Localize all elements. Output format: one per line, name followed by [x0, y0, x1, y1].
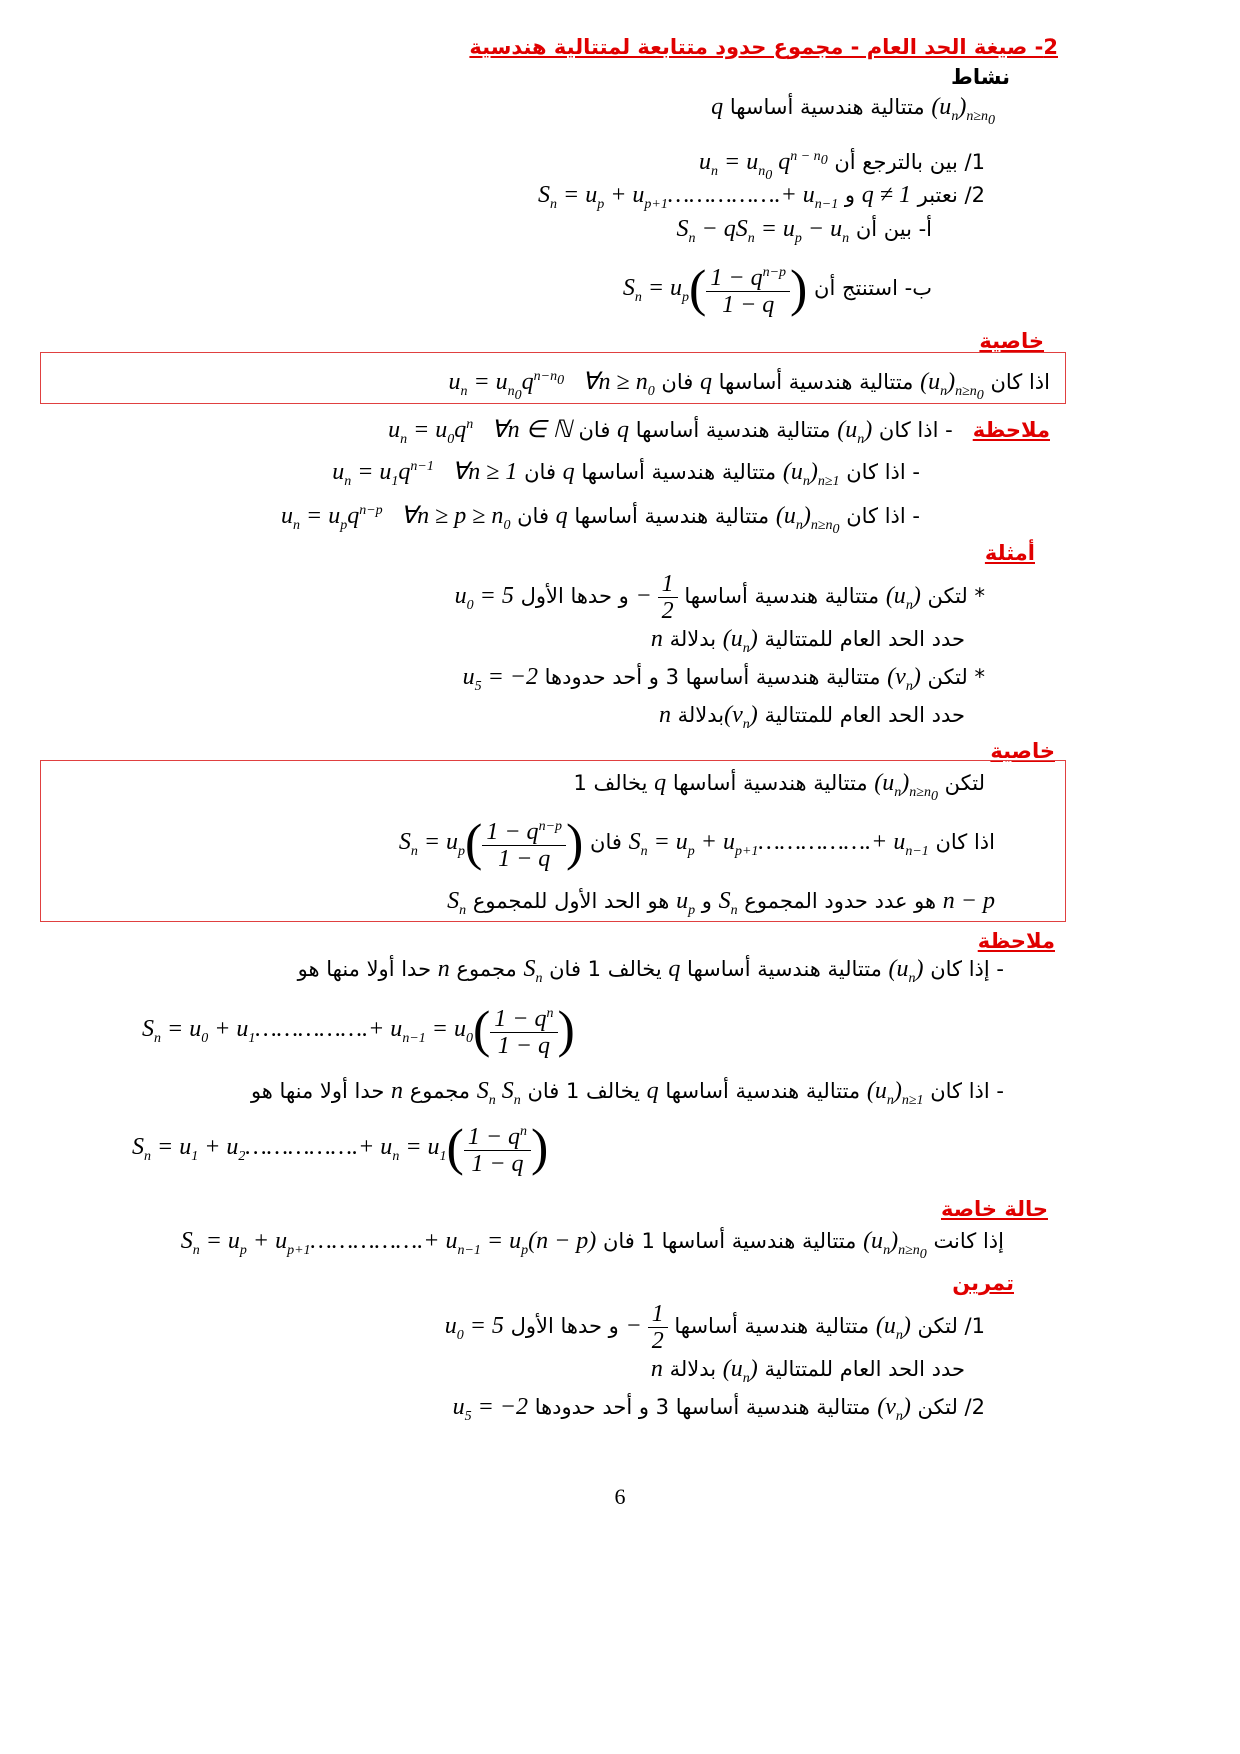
activity-q1: 1/ بين بالترجع أن $u_n = u_{n_0}$ $q^{n - n_0}$	[699, 149, 985, 183]
exercise2: 2/ لتكن $(v_n)$ متتالية هندسية أساسها 3 و أحد حدودها $u_5 = -2$	[452, 1394, 985, 1424]
property2-heading: خاصية	[990, 739, 1055, 763]
activity-heading: نشاط	[951, 65, 1010, 89]
exercise-heading: تمرين	[952, 1271, 1014, 1295]
activity-q2: 2/ نعتبر q ≠ 1 و $S_n = u_p$ + $u_{p+1}\dots\dots\dots\dots\dots.+ u_{n-1}$	[538, 182, 985, 212]
property2-line3: n − p هو عدد حدود المجموع $S_n$ و $u_p$ هو الحد الأول للمجموع $S_n$	[447, 888, 995, 918]
remark2-formula2: $S_n = u_1$ + $u_2\dots\dots\dots\dots\dots.+ u_n = u_1$( $\frac{1 - q^n}{1 - q}$ )	[132, 1119, 549, 1178]
example2-task: حدد الحد العام للمتتالية $(v_n)بدلالة$ n	[658, 702, 965, 732]
special-text: إذا كانت $(u_n)_{n\ge n_0}$ متتالية هندسية أساسها 1 فان $S_n = u_p$ + $u_{p+1}\dots\dots\dots\dots\dots.+ u_{n-1} = u_p(n - p)$	[180, 1228, 1004, 1262]
remark2-formula1: $S_n = u_0$ + $u_1\dots\dots\dots\dots\dots.+ u_{n-1} = u_0$( $\frac{1 - q^n}{1 - q}$ )	[142, 1001, 575, 1060]
remark1-line2: - اذا كان $(u_n)_{n\ge 1}$ متتالية هندسية أساسها q فان $u_n = u_1q^{n-1}$ ∀n ≥ 1	[332, 459, 920, 489]
property2-line1: لتكن $(u_n)_{n\ge n_0}$ متتالية هندسية أساسها q يخالف 1	[573, 770, 985, 804]
example1-task: حدد الحد العام للمتتالية $(u_n)$ بدلالة n	[650, 626, 965, 656]
example1: * لتكن $(u_n)$ متتالية هندسية أساسها − $\frac{1}{2}$ و حدها الأول $u_0 = 5$	[454, 570, 985, 624]
section-title: 2- صيغة الحد العام - مجموع حدود متتابعة لمتتالية هندسية	[469, 35, 1058, 59]
remark1-line3: - اذا كان $(u_n)_{n\ge n_0}$ متتالية هندسية أساسها q فان $u_n = u_pq^{n-p}$ ∀n ≥ $p \ge n_0$	[281, 503, 920, 537]
special-heading: حالة خاصة	[941, 1197, 1048, 1221]
activity-q2a: أ- بين أن $S_n - qS_n = u_p - u_n$	[676, 216, 932, 246]
property1-text: اذا كان $(u_n)_{n\ge n_0}$ متتالية هندسية أساسها q فان $u_n = u_{n_0}q^{n-n_0}$ ∀n ≥ $n_0$	[448, 369, 1050, 403]
property2-line2: اذا كان $S_n = u_p$ + $u_{p+1}\dots\dots\dots\dots\dots.+ u_{n-1}$ فان $S_n = u_p$( $\frac{1 - q^{n-p}}{1 - q}$ )	[398, 814, 995, 873]
remark2-line2: - اذا كان $(u_n)_{n\ge 1}$ متتالية هندسية أساسها q يخالف 1 فان $S_n$ $S_n$ مجموع n حدا أولا منها هو	[250, 1078, 1004, 1108]
remark2-heading: ملاحظة	[977, 929, 1055, 953]
activity-q2b: ب- استنتج أن $S_n = u_p$( $\frac{1 - q^{n-p}}{1 - q}$ )	[622, 260, 932, 319]
remark1-heading: ملاحظة	[972, 418, 1050, 442]
activity-intro: $(u_n)_{n\ge n_0}$ متتالية هندسية أساسها q	[711, 94, 995, 128]
page-number: 6	[614, 1484, 626, 1509]
remark1-line1: ملاحظة - اذا كان $(u_n)$ متتالية هندسية أساسها q فان $u_n = u_0q^n$ ∀n ∈ ℕ	[388, 417, 1050, 447]
exercise1: 1/ لتكن $(u_n)$ متتالية هندسية أساسها − $\frac{1}{2}$ و حدها الأول $u_0 = 5$	[444, 1300, 985, 1354]
examples-heading: أمثلة	[984, 541, 1035, 565]
remark2-line1: - إذا كان $(u_n)$ متتالية هندسية أساسها q يخالف 1 فان $S_n$ مجموع n حدا أولا منها هو	[297, 956, 1004, 986]
property1-heading: خاصية	[979, 329, 1044, 353]
exercise1-task: حدد الحد العام للمتتالية $(u_n)$ بدلالة n	[650, 1356, 965, 1386]
example2: * لتكن $(v_n)$ متتالية هندسية أساسها 3 و أحد حدودها $u_5 = -2$	[462, 664, 985, 694]
